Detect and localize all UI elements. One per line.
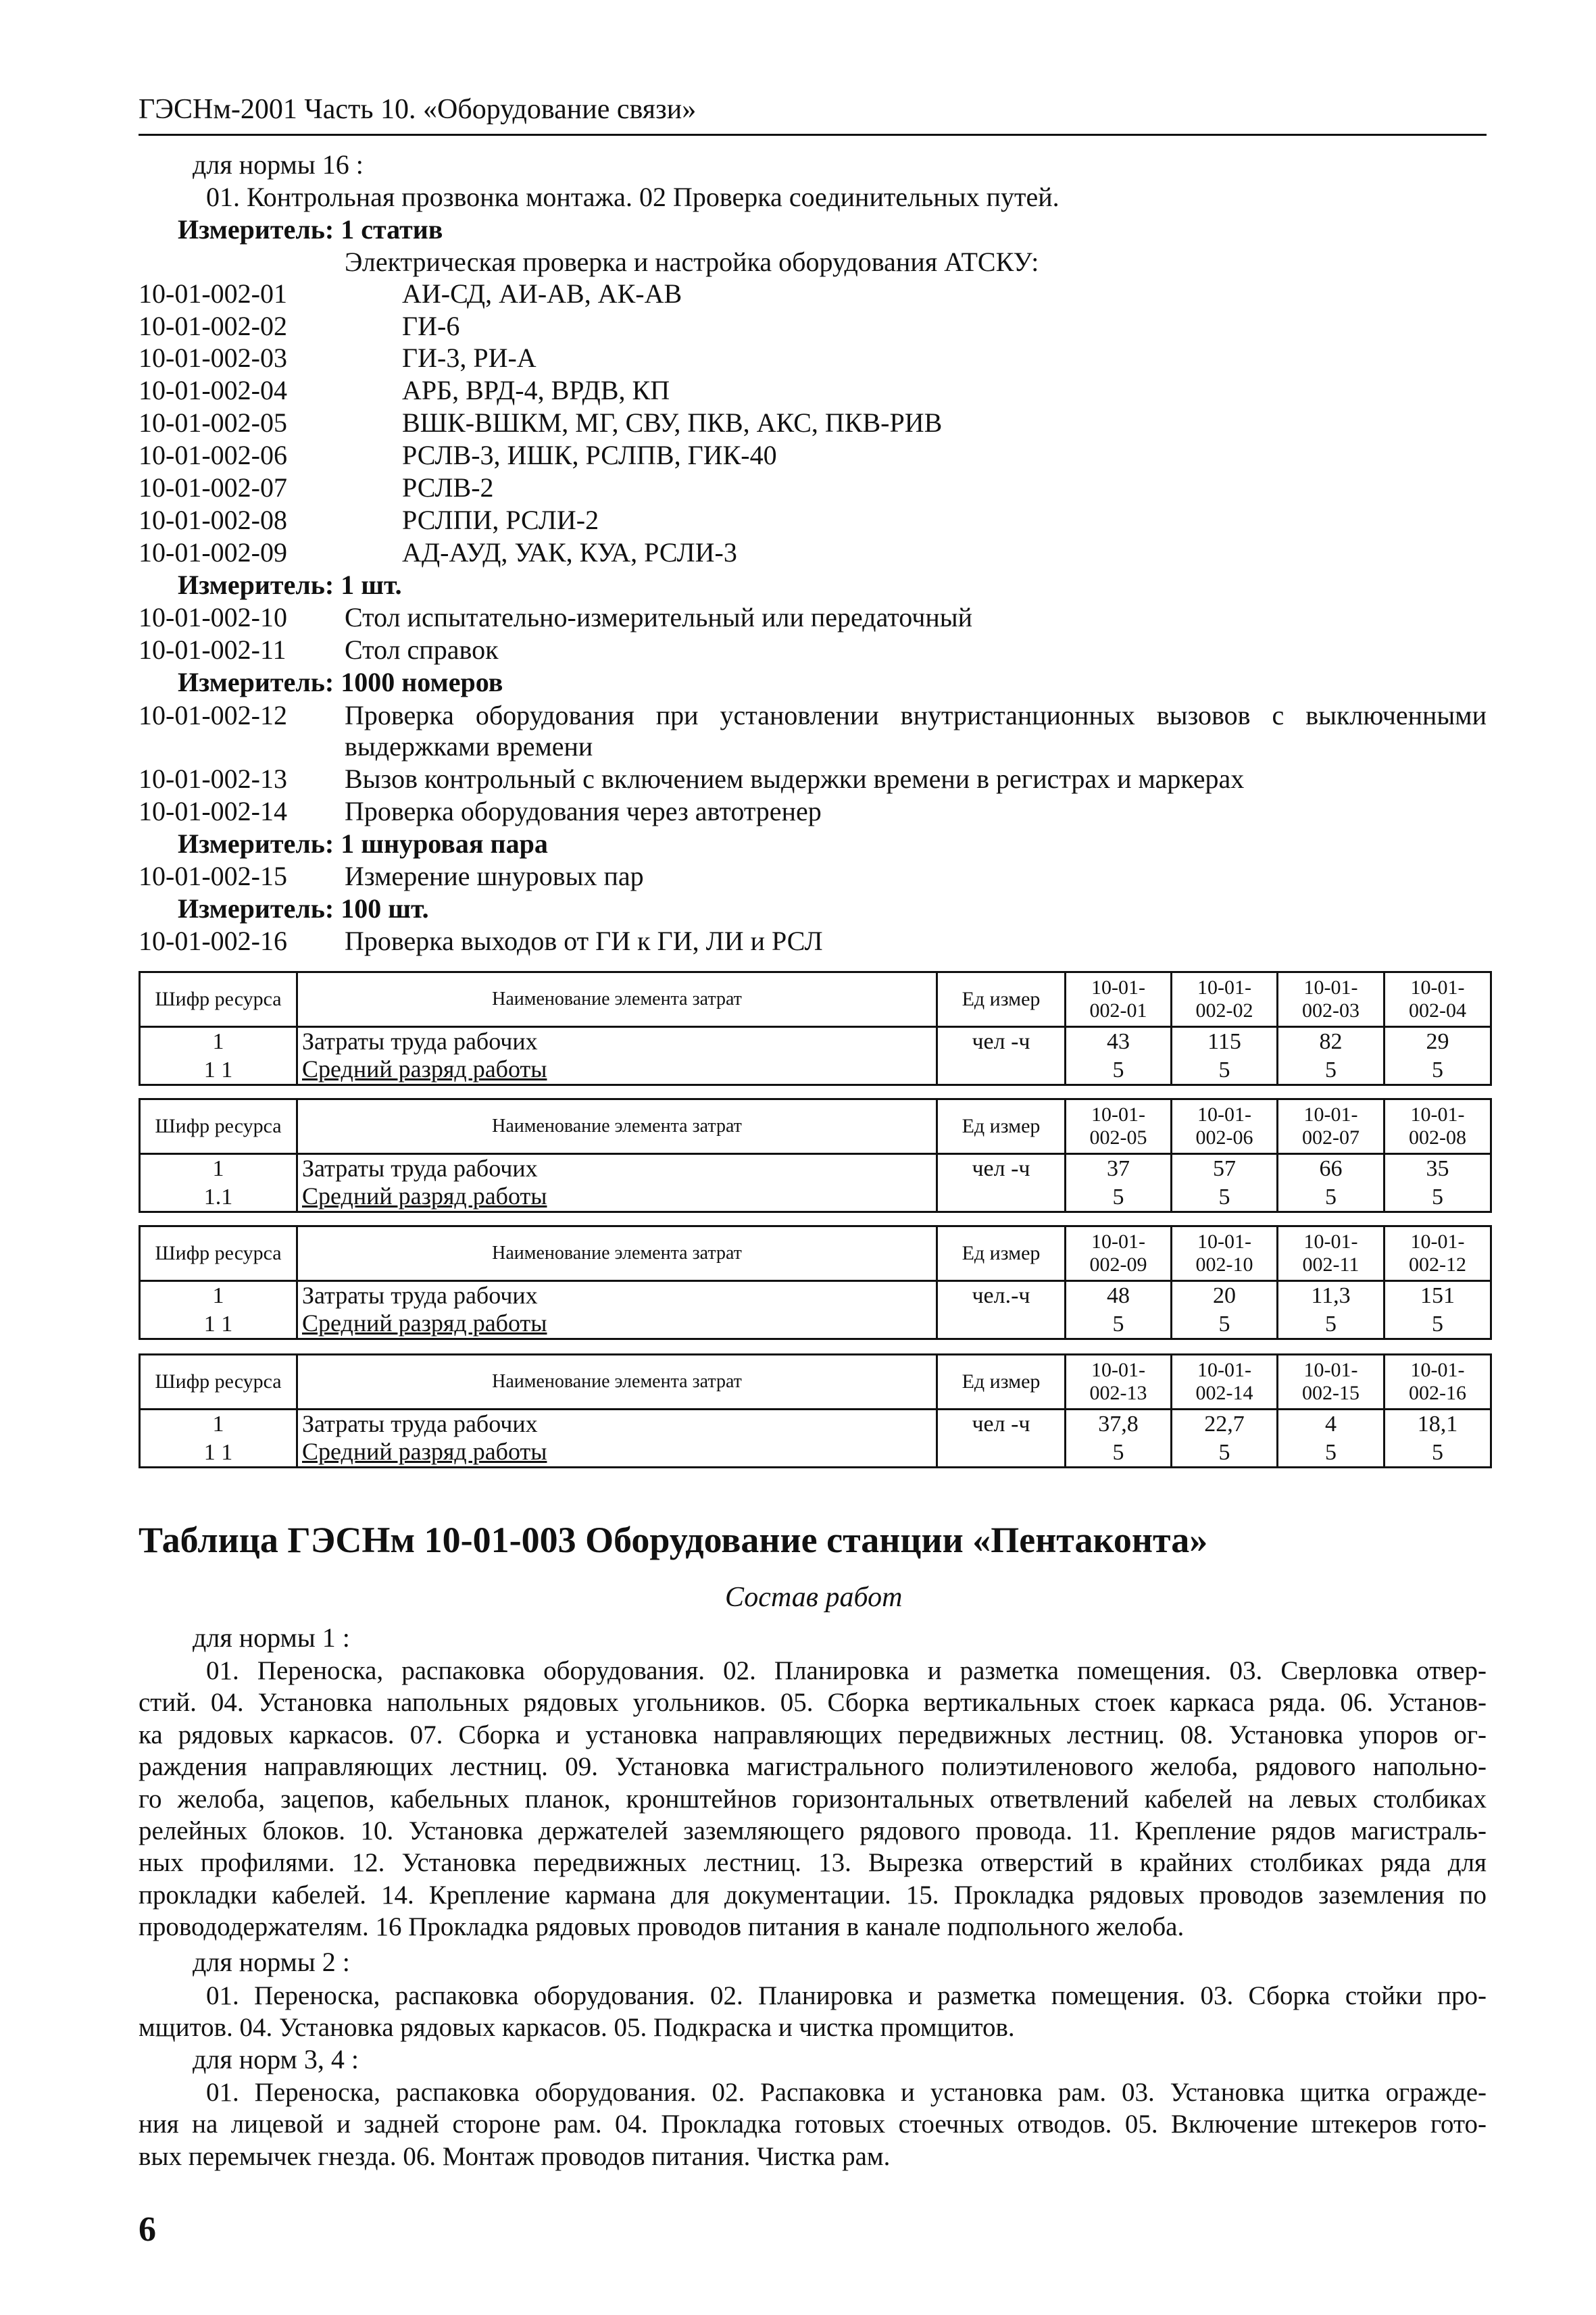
col-header-norm: 10-01- 002-14 (1172, 1355, 1278, 1410)
para-line: 01. Переноска, распаковка оборудования. 02. Планировка и разметка помещения. 03. Сборка стойки про- (206, 1981, 1487, 2010)
row-name: Затраты труда рабочих (297, 1410, 937, 1439)
para-line: провододержателям. 16 Прокладка рядовых проводов питания в канале подпольного желоба. (139, 1912, 1184, 1941)
row-code: 1 (140, 1027, 297, 1056)
item-name: Стол испытательно-измерительный или передаточный (345, 602, 973, 632)
col-header-norm: 10-01- 002-09 (1066, 1226, 1172, 1281)
row-value: 5 (1385, 1183, 1491, 1212)
para-line: вых перемычек гнезда. 06. Монтаж проводов питания. Чистка рам. (139, 2141, 891, 2171)
row-value: 22,7 (1172, 1410, 1278, 1439)
col-header-norm: 10-01- 002-16 (1385, 1355, 1491, 1410)
col-header-norm: 10-01- 002-03 (1278, 972, 1385, 1027)
para-line: прокладки кабелей. 14. Крепление кармана для документации. 15. Прокладка рядовых проводов заземления по (139, 1880, 1487, 1910)
row-unit: чел -ч (937, 1410, 1066, 1439)
col-header-norm: 10-01- 002-06 (1172, 1099, 1278, 1154)
row-unit: чел.-ч (937, 1281, 1066, 1310)
item-code: 10-01-002-13 (139, 764, 287, 794)
row-code: 1 (140, 1154, 297, 1183)
col-header-unit: Ед измер (937, 1099, 1066, 1154)
row-value: 66 (1278, 1154, 1385, 1183)
item-code: 10-01-002-10 (139, 602, 287, 632)
para-line: ка рядовых каркасов. 07. Сборка и установка направляющих передвижных лестниц. 08. Установка упоров ог- (139, 1720, 1487, 1749)
row-value: 37,8 (1066, 1410, 1172, 1439)
para-line: релейных блоков. 10. Установка держателей заземляющего рядового провода. 11. Крепление рядов магистраль- (139, 1816, 1487, 1845)
norm-34-ops (139, 2076, 1487, 2172)
col-header-norm: 10-01- 002-11 (1278, 1226, 1385, 1281)
row-value: 5 (1172, 1438, 1278, 1467)
para-line: го желоба, зацепов, кабельных планок, кронштейнов горизонтальных ответвлений кабелей на левых столбиках (139, 1784, 1487, 1814)
col-header-code: Шифр ресурса (140, 1099, 297, 1154)
table-row (140, 1410, 1491, 1439)
row-unit (937, 1310, 1066, 1339)
meter-4: Измеритель: 1 шнуровая пара (178, 828, 548, 859)
header-rule (139, 134, 1487, 136)
section-subtitle: Состав работ (725, 1582, 903, 1613)
item-name: РСЛВ-3, ИШК, РСЛПВ, ГИК-40 (402, 440, 777, 470)
norm-16-label: для нормы 16 : (193, 149, 364, 180)
row-name: Средний разряд работы (297, 1310, 937, 1339)
item-code: 10-01-002-03 (139, 343, 287, 373)
item-name: АРБ, ВРД-4, ВРДВ, КП (402, 375, 670, 405)
resource-table-2 (139, 1098, 1492, 1213)
row-name: Средний разряд работы (297, 1438, 937, 1467)
meter-3: Измеритель: 1000 номеров (178, 667, 503, 697)
item-code: 10-01-002-16 (139, 926, 287, 956)
row-name: Средний разряд работы (297, 1055, 937, 1085)
row-value: 48 (1066, 1281, 1172, 1310)
resource-table-3 (139, 1225, 1492, 1340)
item-name: ГИ-3, РИ-А (402, 343, 537, 373)
row-value: 11,3 (1278, 1281, 1385, 1310)
row-value: 5 (1385, 1310, 1491, 1339)
meter-5: Измеритель: 100 шт. (178, 893, 429, 924)
col-header-name: Наименование элемента затрат (297, 972, 937, 1027)
row-value: 5 (1066, 1055, 1172, 1085)
row-value: 5 (1385, 1055, 1491, 1085)
item-code: 10-01-002-01 (139, 278, 287, 309)
col-header-norm: 10-01- 002-13 (1066, 1355, 1172, 1410)
col-header-norm: 10-01- 002-02 (1172, 972, 1278, 1027)
row-value: 37 (1066, 1154, 1172, 1183)
item-name: Стол справок (345, 634, 499, 665)
row-value: 43 (1066, 1027, 1172, 1056)
row-value: 5 (1278, 1183, 1385, 1212)
col-header-code: Шифр ресурса (140, 1226, 297, 1281)
item-code: 10-01-002-12 (139, 700, 287, 730)
row-name: Средний разряд работы (297, 1183, 937, 1212)
row-code: 1 (140, 1281, 297, 1310)
row-code: 1 1 (140, 1055, 297, 1085)
para-line: 01. Переноска, распаковка оборудования. 02. Распаковка и установка рам. 03. Установка щитка огражде- (206, 2078, 1487, 2107)
row-value: 5 (1278, 1055, 1385, 1085)
row-value: 4 (1278, 1410, 1385, 1439)
col-header-unit: Ед измер (937, 972, 1066, 1027)
table-row (140, 1183, 1491, 1212)
item-name: АД-АУД, УАК, КУА, РСЛИ-3 (402, 537, 737, 568)
row-value: 57 (1172, 1154, 1278, 1183)
item-name: ГИ-6 (402, 311, 460, 341)
item-code: 10-01-002-04 (139, 375, 287, 405)
row-code: 1 1 (140, 1310, 297, 1339)
row-name: Затраты труда рабочих (297, 1027, 937, 1056)
row-value: 5 (1278, 1310, 1385, 1339)
group-heading: Электрическая проверка и настройка оборудования АТСКУ: (345, 247, 1039, 277)
col-header-name: Наименование элемента затрат (297, 1226, 937, 1281)
item-code: 10-01-002-08 (139, 505, 287, 535)
col-header-norm: 10-01- 002-08 (1385, 1099, 1491, 1154)
row-value: 5 (1385, 1438, 1491, 1467)
col-header-unit: Ед измер (937, 1355, 1066, 1410)
item-code: 10-01-002-05 (139, 407, 287, 438)
row-code: 1.1 (140, 1183, 297, 1212)
item-code: 10-01-002-15 (139, 861, 287, 891)
table-row (140, 1055, 1491, 1085)
item-code: 10-01-002-11 (139, 634, 286, 665)
item-code: 10-01-002-14 (139, 796, 287, 826)
table-row (140, 1281, 1491, 1310)
col-header-norm: 10-01- 002-04 (1385, 972, 1491, 1027)
item-name-cont: выдержками времени (345, 731, 593, 762)
col-header-norm: 10-01- 002-07 (1278, 1099, 1385, 1154)
running-header: ГЭСНм-2001 Часть 10. «Оборудование связи» (139, 94, 697, 125)
norm-2-label: для нормы 2 : (193, 1947, 350, 1977)
row-name: Затраты труда рабочих (297, 1281, 937, 1310)
col-header-norm: 10-01- 002-05 (1066, 1099, 1172, 1154)
resource-table-4 (139, 1353, 1492, 1468)
para-line: раждения направляющих лестниц. 09. Установка магистрального полиэтиленового желоба, рядового напольно- (139, 1752, 1487, 1782)
row-value: 5 (1066, 1310, 1172, 1339)
row-value: 18,1 (1385, 1410, 1491, 1439)
row-value: 5 (1172, 1310, 1278, 1339)
meter-1: Измеритель: 1 статив (178, 214, 443, 245)
item-name: Измерение шнуровых пар (345, 861, 644, 891)
col-header-norm: 10-01- 002-12 (1385, 1226, 1491, 1281)
para-line: ных профилями. 12. Установка передвижных лестниц. 13. Вырезка отверстий в крайних столбиках ряда для (139, 1848, 1487, 1878)
row-name: Затраты труда рабочих (297, 1154, 937, 1183)
col-header-norm: 10-01- 002-10 (1172, 1226, 1278, 1281)
col-header-norm: 10-01- 002-15 (1278, 1355, 1385, 1410)
item-name: Вызов контрольный с включением выдержки времени в регистрах и маркерах (345, 764, 1245, 794)
row-value: 82 (1278, 1027, 1385, 1056)
row-value: 5 (1278, 1438, 1385, 1467)
item-name: РСЛПИ, РСЛИ-2 (402, 505, 599, 535)
item-code: 10-01-002-09 (139, 537, 287, 568)
col-header-norm: 10-01- 002-01 (1066, 972, 1172, 1027)
row-value: 20 (1172, 1281, 1278, 1310)
item-name: Проверка выходов от ГИ к ГИ, ЛИ и РСЛ (345, 926, 823, 956)
norm-16-ops: 01. Контрольная прозвонка монтажа. 02 Проверка соединительных путей. (206, 182, 1059, 212)
item-name: Проверка оборудования при установлении внутристанционных вызовов с выключенными (345, 700, 1487, 730)
meter-2: Измеритель: 1 шт. (178, 570, 402, 600)
norm-34-label: для норм 3, 4 : (193, 2044, 359, 2074)
row-unit (937, 1183, 1066, 1212)
row-value: 5 (1066, 1438, 1172, 1467)
row-unit (937, 1438, 1066, 1467)
table-row (140, 1438, 1491, 1467)
item-code: 10-01-002-07 (139, 472, 287, 503)
col-header-name: Наименование элемента затрат (297, 1099, 937, 1154)
row-unit: чел -ч (937, 1027, 1066, 1056)
para-line: стий. 04. Установка напольных рядовых угольников. 05. Сборка вертикальных стоек каркаса ряда. 06. Установ- (139, 1688, 1487, 1718)
item-name: АИ-СД, АИ-АВ, АК-АВ (402, 278, 682, 309)
item-name: РСЛВ-2 (402, 472, 494, 503)
row-value: 29 (1385, 1027, 1491, 1056)
section-title: Таблица ГЭСНм 10-01-003 Оборудование станции «Пентаконта» (139, 1520, 1208, 1560)
col-header-code: Шифр ресурса (140, 972, 297, 1027)
col-header-code: Шифр ресурса (140, 1355, 297, 1410)
row-unit (937, 1055, 1066, 1085)
table-row (140, 1027, 1491, 1056)
norm-2-ops (139, 1980, 1487, 2044)
col-header-unit: Ед измер (937, 1226, 1066, 1281)
norm-1-label: для нормы 1 : (193, 1622, 350, 1653)
norm-1-ops (139, 1655, 1487, 1943)
row-value: 115 (1172, 1027, 1278, 1056)
resource-table-1 (139, 971, 1492, 1086)
item-code: 10-01-002-02 (139, 311, 287, 341)
row-value: 151 (1385, 1281, 1491, 1310)
row-code: 1 (140, 1410, 297, 1439)
table-row (140, 1154, 1491, 1183)
row-value: 35 (1385, 1154, 1491, 1183)
row-code: 1 1 (140, 1438, 297, 1467)
row-value: 5 (1066, 1183, 1172, 1212)
item-name: ВШК-ВШКМ, МГ, СВУ, ПКВ, АКС, ПКВ-РИВ (402, 407, 943, 438)
row-unit: чел -ч (937, 1154, 1066, 1183)
page-number: 6 (139, 2210, 156, 2249)
col-header-name: Наименование элемента затрат (297, 1355, 937, 1410)
para-line: 01. Переноска, распаковка оборудования. 02. Планировка и разметка помещения. 03. Сверловка отвер- (206, 1656, 1487, 1685)
table-row (140, 1310, 1491, 1339)
row-value: 5 (1172, 1055, 1278, 1085)
para-line: мщитов. 04. Установка рядовых каркасов. 05. Подкраска и чистка промщитов. (139, 2013, 1015, 2043)
item-name: Проверка оборудования через автотренер (345, 796, 822, 826)
para-line: ния на лицевой и задней стороне рам. 04. Прокладка готовых стоечных отводов. 05. Включение штекеров гото- (139, 2110, 1487, 2139)
row-value: 5 (1172, 1183, 1278, 1212)
item-code: 10-01-002-06 (139, 440, 287, 470)
